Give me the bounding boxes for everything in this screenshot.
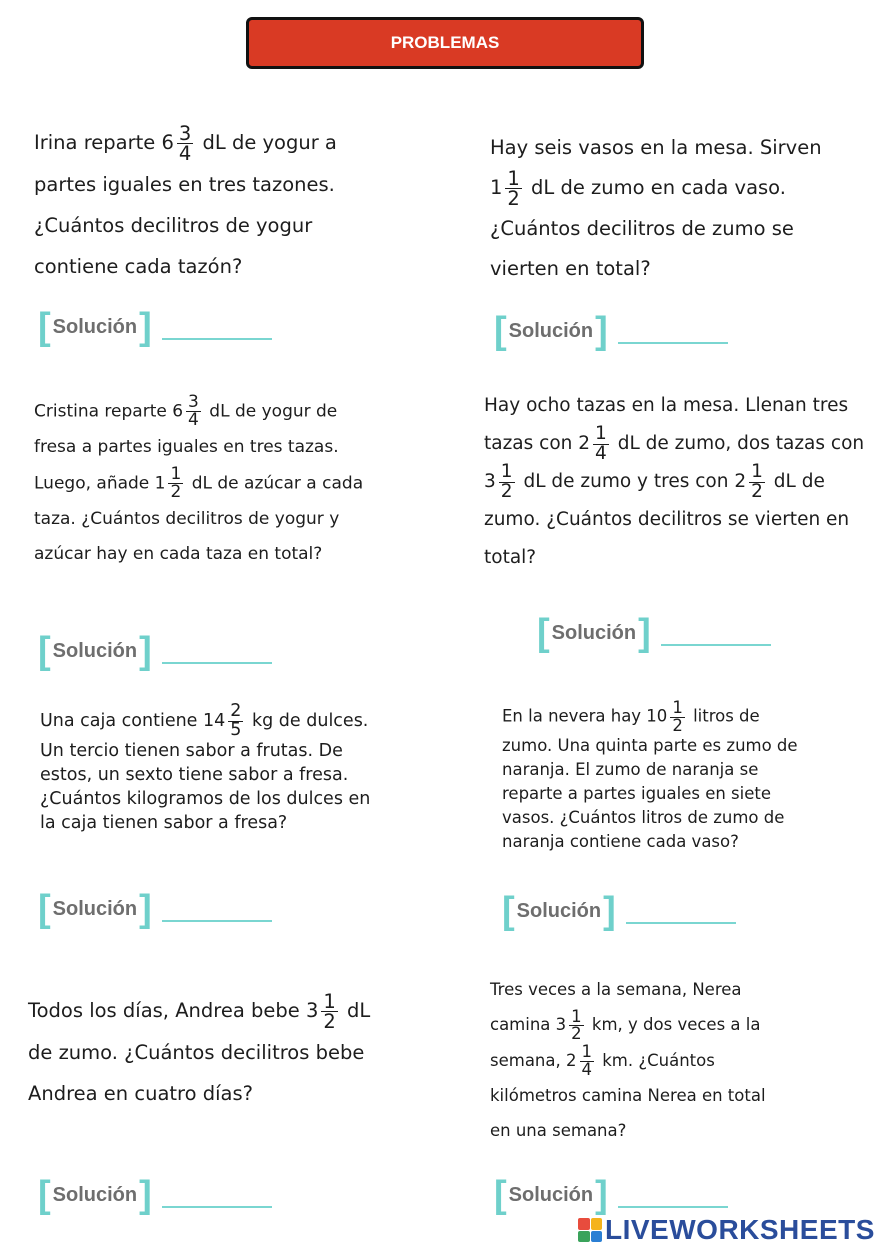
problem-4: Hay ocho tazas en la mesa. Llenan tres tazas con 2 $\frac{1}{4}$ dL de zumo, dos tazas con 3 $\frac{1}{2}$ dL de zumo y tres con 2 $\frac{1}{2}$ dL de zumo. ¿Cuántos decilitros se vierten en total? xyxy=(484,395,865,568)
fraction: $\frac{1}{4}$ xyxy=(581,1042,592,1079)
fraction: $\frac{1}{2}$ xyxy=(672,698,683,735)
answer-line[interactable] xyxy=(661,644,771,646)
fraction: $\frac{1}{2}$ xyxy=(751,461,763,502)
solution-field-1[interactable]: [ Solución ] xyxy=(38,308,272,346)
solution-field-5[interactable]: [ Solución ] xyxy=(38,890,272,928)
answer-line[interactable] xyxy=(618,1206,728,1208)
problem-2: Hay seis vasos en la mesa. Sirven 1 $\frac{1}{2}$ dL de zumo en cada vaso. ¿Cuántos decilitros de zumo se vierten en total? xyxy=(490,136,822,280)
fraction: $\frac{3}{4}$ xyxy=(188,392,199,430)
answer-line[interactable] xyxy=(162,1206,272,1208)
fraction: $\frac{1}{2}$ xyxy=(323,989,336,1033)
solution-field-3[interactable]: [ Solución ] xyxy=(38,632,272,670)
solution-field-6[interactable]: [ Solución ] xyxy=(502,892,736,930)
logo-icon xyxy=(578,1218,602,1242)
solution-field-7[interactable]: [ Solución ] xyxy=(38,1176,272,1214)
title-banner xyxy=(246,17,644,69)
problem-8: Tres veces a la semana, Nerea camina 3 $\frac{1}{2}$ km, y dos veces a la semana, 2 $\frac{1}{4}$ km. ¿Cuántos kilómetros camina Nerea en total en una semana? xyxy=(490,980,766,1140)
fraction: $\frac{1}{2}$ xyxy=(507,166,520,210)
fraction: $\frac{3}{4}$ xyxy=(178,121,192,165)
fraction: $\frac{1}{2}$ xyxy=(571,1006,582,1043)
fraction: $\frac{1}{4}$ xyxy=(595,423,607,464)
logo-text: LIVEWORKSHEETS xyxy=(605,1214,875,1245)
fraction: $\frac{1}{2}$ xyxy=(170,463,182,502)
fraction: $\frac{2}{5}$ xyxy=(230,701,242,740)
problem-5: Una caja contiene 14 $\frac{2}{5}$ kg de dulces. Un tercio tienen sabor a frutas. De estos, un sexto tiene sabor a fresa. ¿Cuántos kilogramos de los dulces en la caja tienen sabor a fresa? xyxy=(40,701,371,833)
fraction: $\frac{1}{2}$ xyxy=(500,461,513,502)
problem-6: En la nevera hay 10 $\frac{1}{2}$ litros de zumo. Una quinta parte es zumo de naranja. El zumo de naranja se reparte a partes iguales en siete vasos. ¿Cuántos litros de zumo de naranja contiene cada vaso? xyxy=(502,698,798,851)
page-title: PROBLEMAS xyxy=(390,33,500,52)
solution-field-4[interactable]: [ Solución ] xyxy=(537,614,771,652)
problem-3: Cristina reparte 6 $\frac{3}{4}$ dL de yogur de fresa a partes iguales en tres tazas. Luego, añade 1 $\frac{1}{2}$ dL de azúcar a cada taza. ¿Cuántos decilitros de yogur y azúcar hay en cada taza en total? xyxy=(34,392,364,564)
problem-7: Todos los días, Andrea bebe 3 $\frac{1}{2}$ dL de zumo. ¿Cuántos decilitros bebe Andrea en cuatro días? xyxy=(28,989,371,1105)
answer-line[interactable] xyxy=(162,662,272,664)
answer-line[interactable] xyxy=(162,338,272,340)
answer-line[interactable] xyxy=(626,922,736,924)
answer-line[interactable] xyxy=(618,342,728,344)
answer-line[interactable] xyxy=(162,920,272,922)
problem-1: Irina reparte 6 $\frac{3}{4}$ dL de yogur a partes iguales en tres tazones. ¿Cuántos decilitros de yogur contiene cada tazón? xyxy=(34,121,337,278)
liveworksheets-logo[interactable] xyxy=(578,1214,875,1246)
solution-field-2[interactable]: [ Solución ] xyxy=(494,312,728,350)
solution-field-8[interactable]: [ Solución ] xyxy=(494,1176,728,1214)
